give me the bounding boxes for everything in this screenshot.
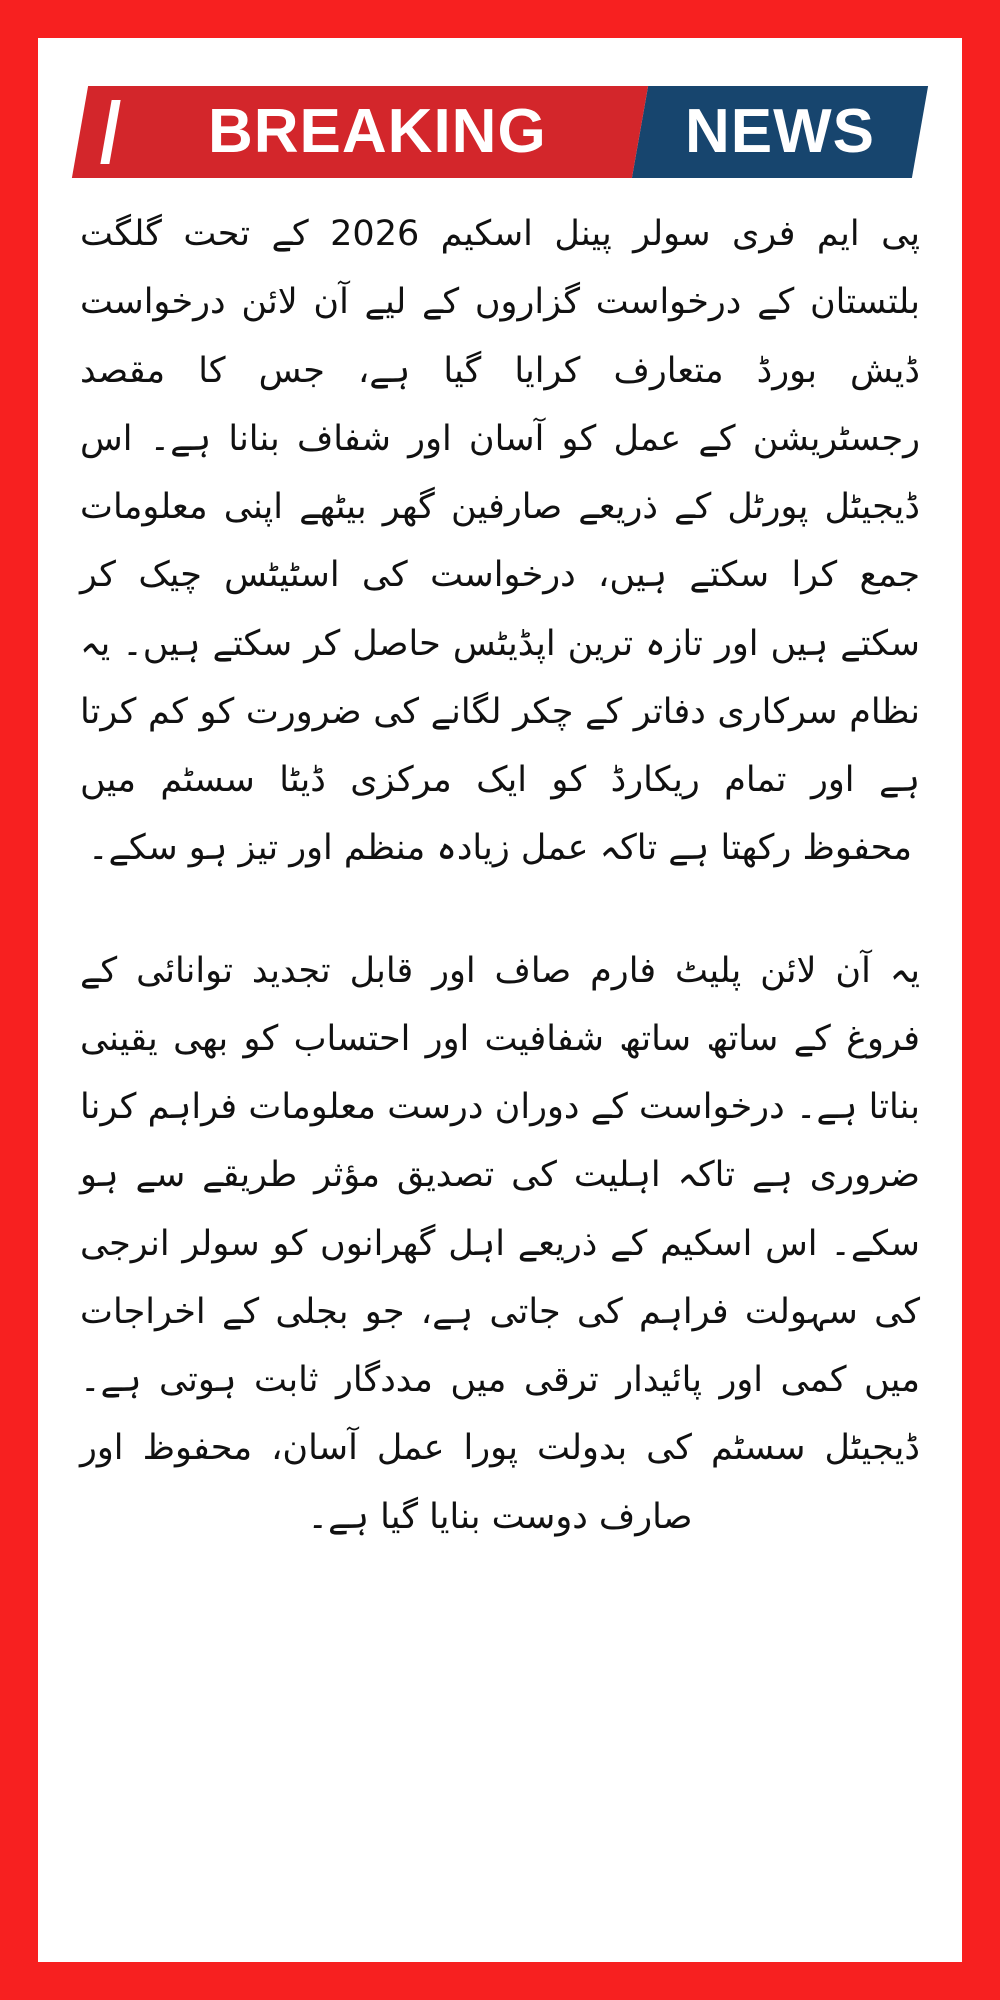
article-paragraph-1: پی ایم فری سولر پینل اسکیم 2026 کے تحت گلگت بلتستان کے درخواست گزاروں کے لیے آن لائن درخواست ڈیش بورڈ متعارف کرایا گیا ہے، جس کا مقصد رجسٹریشن کے عمل کو آسان اور شفاف بنانا ہے۔ اس ڈیجیٹل پورٹل کے ذریعے صارفین گھر بیٹھے اپنی معلومات جمع کرا سکتے ہیں، درخواست کی اسٹیٹس چیک کر سکتے ہیں اور تازہ ترین اپڈیٹس حاصل کر سکتے ہیں۔ یہ نظام سرکاری دفاتر کے چکر لگانے کی ضرورت کو کم کرتا ہے اور تمام ریکارڈ کو ایک مرکزی ڈیٹا سسٹم میں محفوظ رکھتا ہے تاکہ عمل زیادہ منظم اور تیز ہو سکے۔ <box>80 214 920 869</box>
banner-left-block <box>72 86 648 178</box>
article-paragraph-2: یہ آن لائن پلیٹ فارم صاف اور قابل تجدید توانائی کے فروغ کے ساتھ ساتھ شفافیت اور احتساب کو بھی یقینی بناتا ہے۔ درخواست کے دوران درست معلومات فراہم کرنا ضروری ہے تاکہ اہلیت کی تصدیق مؤثر طریقے سے ہو سکے۔ اس اسکیم کے ذریعے اہل گھرانوں کو سولر انرجی کی سہولت فراہم کی جاتی ہے، جو بجلی کے اخراجات میں کمی اور پائیدار ترقی میں مددگار ثابت ہوتی ہے۔ ڈیجیٹل سسٹم کی بدولت پورا عمل آسان، محفوظ اور صارف دوست بنایا گیا ہے۔ <box>80 950 920 1537</box>
article-body <box>80 200 920 1551</box>
breaking-news-banner <box>72 86 928 178</box>
poster-sheet <box>38 38 962 1962</box>
banner-right-block <box>632 86 928 178</box>
banner-news-label: NEWS <box>685 97 875 166</box>
banner-breaking-label: BREAKING <box>207 97 547 166</box>
